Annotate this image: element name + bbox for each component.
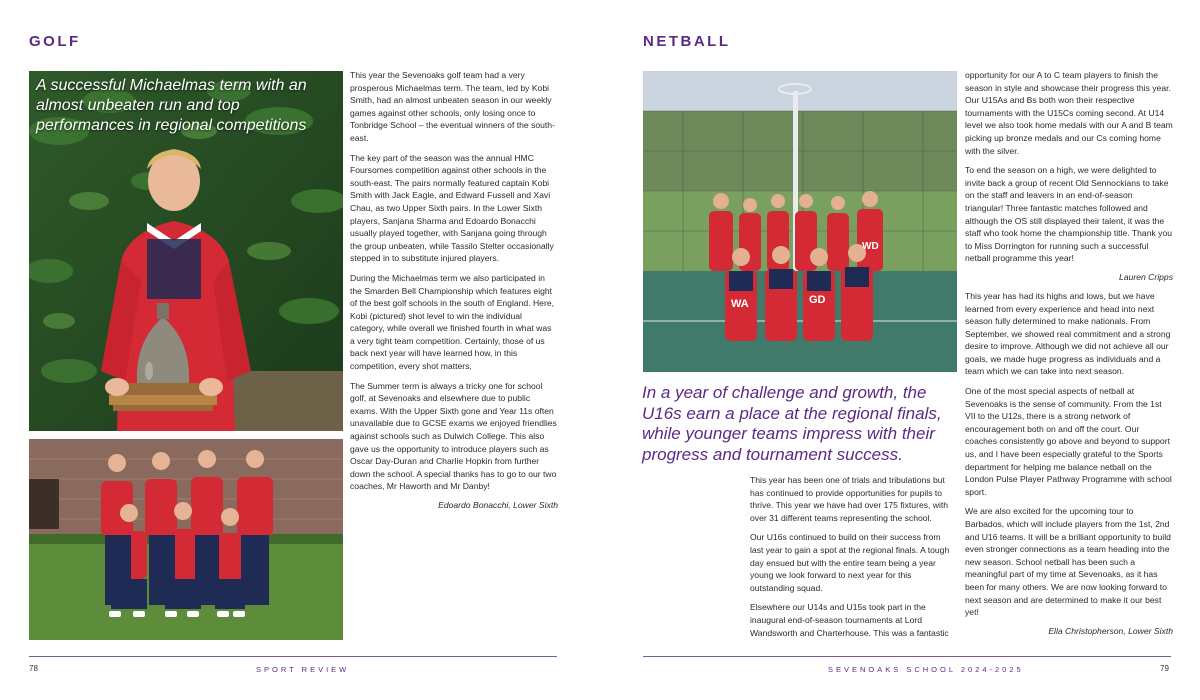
left-footer-rule: [29, 656, 557, 657]
netball-title: NETBALL: [643, 33, 731, 50]
right-footer-rule: [643, 656, 1171, 657]
bib-label: GD: [809, 294, 826, 306]
left-footer-label: SPORT REVIEW: [256, 665, 350, 674]
netball-team-photo-art: [643, 71, 957, 372]
netball-signature-1: Lauren Cripps: [1119, 271, 1173, 282]
right-page-number: 79: [1160, 664, 1169, 673]
bib-label: WA: [731, 298, 749, 310]
netball-signature-2: Ella Christopherson, Lower Sixth: [1048, 625, 1173, 636]
golf-team-photo-art: [29, 439, 343, 640]
golf-photo-caption: A successful Michaelmas term with an almost unbeaten run and top performances in regional competitions: [36, 77, 307, 134]
bib-label: WD: [862, 241, 879, 252]
netball-article-right: [965, 69, 1173, 644]
golf-title: GOLF: [29, 33, 81, 50]
golf-paragraph: This year the Sevenoaks golf team had a very prosperous Michaelmas term. The team, led by Kobi Smith, had an almost unbeaten season in our weekly games against other schools, only losing once to Tonbridge School – the eventual winners of the south-east.: [350, 70, 555, 143]
right-footer-label: SEVENOAKS SCHOOL 2024-2025: [828, 665, 1024, 674]
golf-article: [350, 69, 558, 518]
netball-paragraph: One of the most special aspects of netball at Sevenoaks is the sense of community. From the 1st VII to the U12s, there is a strong network of encouragement both on and off the court. Our coaches consistently go above and beyond to support us, and I have been especially grateful to the Sports department for helping me balance netball on the London Pulse Player Pathway Programme with school sport.: [965, 386, 1172, 497]
netball-paragraph: opportunity for our A to C team players to finish the season in style and showcase their progress this year. Our U15As and Bs both won their respective tournaments with the U15Cs coming second. At U14 level we also took home medals with our A and B team picking up bronze medals and our Cs coming home with the silver.: [965, 70, 1173, 156]
netball-paragraph: This year has had its highs and lows, but we have learned from every experience and head into next season fully determined to make nationals. From September, we showed real commitment and a strong desire to improve. Although we did not achieve all our goals, we made huge progress as individuals and a team which we can take into next season.: [965, 290, 1171, 377]
netball-paragraph: Elsewhere our U14s and U15s took part in the inaugural end-of-season tournaments at Lord Wandsworth and Charterhouse. This was a fantastic: [750, 602, 949, 638]
golf-team-photo: [29, 439, 343, 640]
netball-paragraph: We are also excited for the upcoming tour to Barbados, which will include players from the 1st, 2nd and U16 teams. It will be a brilliant opportunity to build even stronger connections as a team heading into the new season. School netball has been such a meaningful part of my time at Sevenoaks, as it has been for many others. We are now looking forward to next season and are determined to make it our best yet!: [965, 506, 1171, 618]
netball-paragraph: This year has been one of trials and tribulations but has continued to provide opportunities for pupils to thrive. This year we have had over 175 fixtures, with over 31 different teams representing the school.: [750, 475, 949, 523]
netball-pull-quote: In a year of challenge and growth, the U16s earn a place at the regional finals, while younger teams impress with their progress and tournament success.: [642, 383, 942, 464]
netball-paragraph: Our U16s continued to build on their success from last year to gain a spot at the regional finals. A tough day ensued but with the entire team being a year young we look forward to next year for this outstanding squad.: [750, 532, 950, 593]
golf-paragraph: The key part of the season was the annual HMC Foursomes competition against other schools in the south-east. The pairs normally featured captain Kobi Smith with Jack Eagle, and Edward Fussell and Xavi Chau, as two Upper Sixth pairs. In the Lower Sixth players, Sanjana Sharma and Edoardo Bonacchi usually played together, with Sanjana going through the group unbeaten, while Tassilo Stelter occasionally stepped in to substitute injured players.: [350, 152, 554, 264]
left-page-number: 78: [29, 664, 38, 673]
golf-signature: Edoardo Bonacchi, Lower Sixth: [438, 500, 558, 510]
netball-team-photo: [643, 71, 957, 372]
golf-paragraph: The Summer term is always a tricky one for school golf, at Sevenoaks and elsewhere due to public exams. With the Upper Sixth gone and Year 11s often unavailable due to GCSE exams we enjoyed friendlies against schools such as Dulwich College. This also gave us the opportunity to introduce players such as Oscar Day-Duran and Charlie Hopkin from further down the school. A special thanks has to go to our two coaches, Mr Haworth and Mr Danby!: [350, 380, 557, 492]
netball-article-middle: [750, 474, 956, 646]
netball-paragraph: To end the season on a high, we were delighted to invite back a group of recent Old Sennockians to take on the staff and leavers in an end-of-season triangular! Three fantastic matches followed and although the OS still displayed their talent, it was the staff who took home the championship title. Thank you to Miss Dorrington for running such a successful netball programme this year!: [965, 165, 1173, 264]
golf-paragraph: During the Michaelmas term we also participated in the Smarden Bell Championship which features eight of the best golf schools in the south of England. Here, Kobi (pictured) shot level to win the individual category, while overall we finished fourth in what was a very tight team competition. Certainly, those of us back next year will have learned how, in this competition, every shot matters.: [350, 272, 554, 372]
